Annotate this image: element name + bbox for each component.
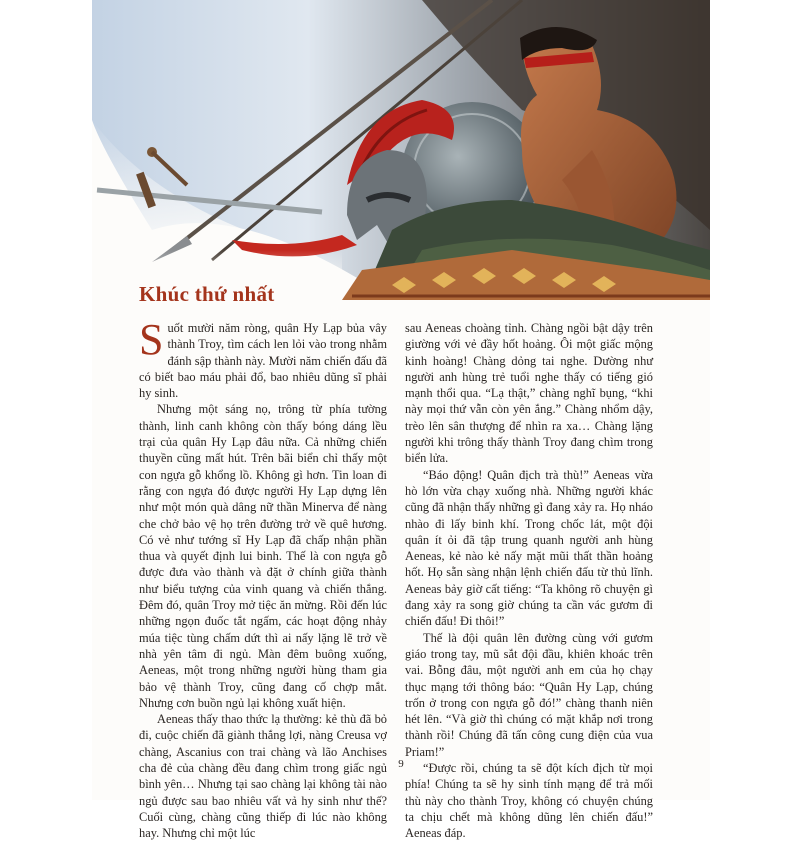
warrior-illustration [92,0,710,300]
paragraph: Aeneas thấy thao thức lạ thường: kẻ thù đã bỏ đi, cuộc chiến đã giành thắng lợi, nàng Creusa vợ chàng, Ascanius con trai chàng và lão Anchises cha đẻ của chàng đều đang chìm trong giấc ngủ bình yên… Nhưng tại sao chàng lại không tài nào ngủ được sau bao nhiêu vất vả hy sinh như thế? Cuối cùng, chàng cũng thiếp đi lúc nào không hay. Nhưng chỉ một lúc [139,712,387,841]
paragraph: “Báo động! Quân địch trà thù!” Aeneas vừa hò lớn vừa chạy xuống nhà. Những người khác cũng đã nhận thấy những gì đang xảy ra. Họ nháo nhào đi lấy binh khí. Trong chốc lát, một đội quân ít ỏi đã tập trung quanh người anh hùng Aeneas, kẻ nào kẻ nấy mặt mũi thất thần hoảng hốt. Họ sẵn sàng nhận lệnh chiến đấu từ thủ lĩnh. Aeneas bảy giờ cất tiếng: “Ta không rõ chuyện gì đang xảy ra song giờ chúng ta cần vác gươm đi chiến đấu! Đi thôi!” [405,467,653,629]
paragraph [139,315,387,401]
paragraph: sau Aeneas choàng tỉnh. Chàng ngồi bật dậy trên giường với vẻ đầy hốt hoảng. Ôi một giấc mộng kinh hoàng! Chàng dỏng tai nghe. Dường như người anh hùng trẻ tuổi nghe thấy có tiếng gió mạnh thổi qua. “Lạ thật,” chàng nghĩ bụng, “khi này mọi thứ vẫn còn yên ắng.” Chàng nhổm dậy, trèo lên sân thượng để nhìn ra xa… Chàng lặng người khi trông thấy thành Troy đang chìm trong biển lửa. [405,321,653,466]
paragraph: “Được rồi, chúng ta sẽ đột kích địch từ mọi phía! Chúng ta sẽ hy sinh tính mạng để trả mối thù này cho thành Troy, không có chuyện chúng ta chịu chết mà không dũng lên chiến đấu!” Aeneas đáp. [405,761,653,841]
drop-cap: S [139,315,164,364]
chapter-title: Khúc thứ nhất [139,282,275,306]
paragraph: Thế là đội quân lên đường cùng với gươm giáo trong tay, mũ sắt đội đầu, khiên khoác trên vai. Bỗng đâu, một người anh em của họ chạy thục mạng tới thông báo: “Quân Hy Lạp, chúng trốn ở trong con ngựa gỗ đó!” chàng thanh niên hét lên. “Và giờ thì chúng có mặt khắp nơi trong thành rồi! Chúng đã tấn công cung điện của vua Priam!” [405,630,653,759]
book-page [92,0,710,841]
paragraph: Nhưng một sáng nọ, trông từ phía tường thành, linh canh không còn thấy bóng dáng lều trại của quân Hy Lạp đâu nữa. Cả những chiến thuyền cũng mất hút. Trên bãi biển chỉ thấy một con ngựa gỗ khổng lồ. Không gì hơn. Tin loan đi rằng con ngựa đó được người Hy Lạp dựng lên như một món quà dâng nữ thần Minerva để nàng che chở bảo vệ họ trên đường trở về quê hương. Có vẻ như tướng sĩ Hy Lạp đã chấp nhận phần thua và quyết định lui binh. Thế là con ngựa gỗ được đưa vào thành và đặt ở chính giữa thành như biểu tượng của vinh quang và chiến thắng. Đêm đó, quân Troy mở tiệc ăn mừng. Rồi đến lúc những ngọn đuốc tắt ngấm, các hoạt động nhảy múa tiệc tùng chấm dứt thì ai nấy lặng lẽ trở về nhà yên tâm đi ngủ. Màn đêm buông xuống, Aeneas, một trong những người hùng tham gia bảo vệ thành Troy, cũng đang cố chợp mắt. Nhưng cơn buồn ngủ lại không xuất hiện. [139,402,387,710]
page-number: 9 [398,758,404,770]
paragraph-text: uốt mười năm ròng, quân Hy Lạp bủa vây thành Troy, tìm cách len lỏi vào trong nhằm đánh sập thành này. Mười năm chiến đấu đã có biết bao máu phải đổ, bao nhiêu dũng sĩ phải hy sinh. [139,321,387,401]
